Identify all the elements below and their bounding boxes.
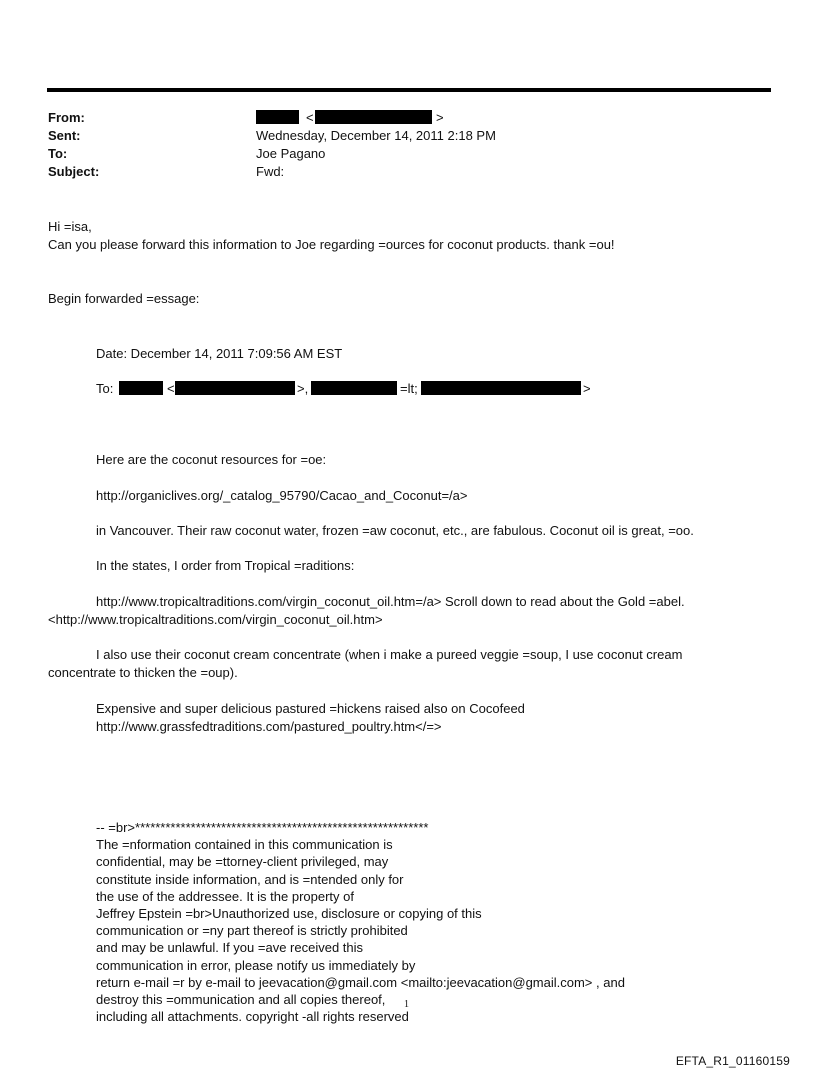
disclaimer-line: communication in error, please notify us immediately by [96, 957, 416, 973]
redaction-to-name2 [311, 381, 397, 395]
to-label: To: [48, 146, 68, 161]
forwarded-to-label: To: [96, 381, 114, 396]
subject-label: Subject: [48, 164, 100, 179]
page-number: 1 [404, 999, 409, 1010]
forwarded-intro: Here are the coconut resources for =oe: [96, 452, 327, 467]
sent-value: Wednesday, December 14, 2011 2:18 PM [256, 128, 496, 143]
cream-text-line1: I also use their coconut cream concentrate (when i make a pureed veggie =soup, I use coconut cream [96, 647, 683, 662]
link-organiclives[interactable]: http://organiclives.org/_catalog_95790/Cacao_and_Coconut=/a> [96, 488, 468, 503]
forwarded-to-gt: > [583, 381, 591, 396]
greeting: Hi =isa, [48, 219, 92, 234]
disclaimer-block [96, 819, 625, 1025]
forward-line: Begin forwarded =essage: [48, 291, 200, 306]
disclaimer-line: The =nformation contained in this communication is [96, 837, 393, 853]
forwarded-to-lt2: =lt; [400, 381, 418, 396]
redaction-to-email1 [175, 381, 295, 395]
sent-label: Sent: [48, 128, 81, 143]
vancouver-text: in Vancouver. Their raw coconut water, frozen =aw coconut, etc., are fabulous. Coconut oil is great, =oo. [96, 523, 694, 538]
disclaimer-line: -- =br>********************************************************** [96, 820, 429, 835]
disclaimer-line: confidential, may be =ttorney-client privileged, may [96, 854, 389, 870]
chickens-text: Expensive and super delicious pastured =hickens raised also on Cocofeed [96, 701, 525, 716]
redaction-to-name1 [119, 381, 163, 395]
redaction-from-name [256, 110, 299, 124]
disclaimer-line: including all attachments. copyright -all rights reserved [96, 1009, 409, 1025]
redaction-from-email [315, 110, 432, 124]
disclaimer-line: communication or =ny part thereof is strictly prohibited [96, 923, 408, 939]
states-text: In the states, I order from Tropical =raditions: [96, 558, 355, 573]
request-text: Can you please forward this information to Joe regarding =ources for coconut products. thank =ou! [48, 237, 615, 252]
subject-value: Fwd: [256, 164, 285, 179]
document-id: EFTA_R1_01160159 [675, 1054, 790, 1068]
link-grassfed[interactable]: http://www.grassfedtraditions.com/pastured_poultry.htm</=> [96, 719, 442, 734]
from-label: From: [48, 110, 85, 125]
link-tropicaltraditions[interactable]: http://www.tropicaltraditions.com/virgin_coconut_oil.htm=/a> Scroll down to read about the Gold =abel. [96, 594, 685, 609]
cream-text-line2: concentrate to thicken the =oup). [48, 665, 238, 680]
header-rule [47, 88, 771, 92]
from-gt: > [436, 110, 444, 125]
disclaimer-line: Jeffrey Epstein =br>Unauthorized use, disclosure or copying of this [96, 906, 482, 922]
from-lt: < [306, 110, 314, 125]
disclaimer-line: destroy this =ommunication and all copies thereof, [96, 992, 386, 1008]
redaction-to-email2 [421, 381, 581, 395]
forwarded-to-sep: >, [297, 381, 309, 396]
disclaimer-line: return e-mail =r by e-mail to jeevacation@gmail.com <mailto:jeevacation@gmail.com> , and [96, 974, 625, 990]
to-value: Joe Pagano [256, 146, 326, 161]
disclaimer-line: and may be unlawful. If you =ave received this [96, 940, 364, 956]
forwarded-date: Date: December 14, 2011 7:09:56 AM EST [96, 346, 343, 361]
link-tropicaltraditions-raw[interactable]: <http://www.tropicaltraditions.com/virgin_coconut_oil.htm> [48, 612, 383, 627]
disclaimer-line: constitute inside information, and is =ntended only for [96, 871, 404, 887]
forwarded-to-lt: < [167, 381, 175, 396]
disclaimer-line: the use of the addressee. It is the property of [96, 888, 354, 904]
